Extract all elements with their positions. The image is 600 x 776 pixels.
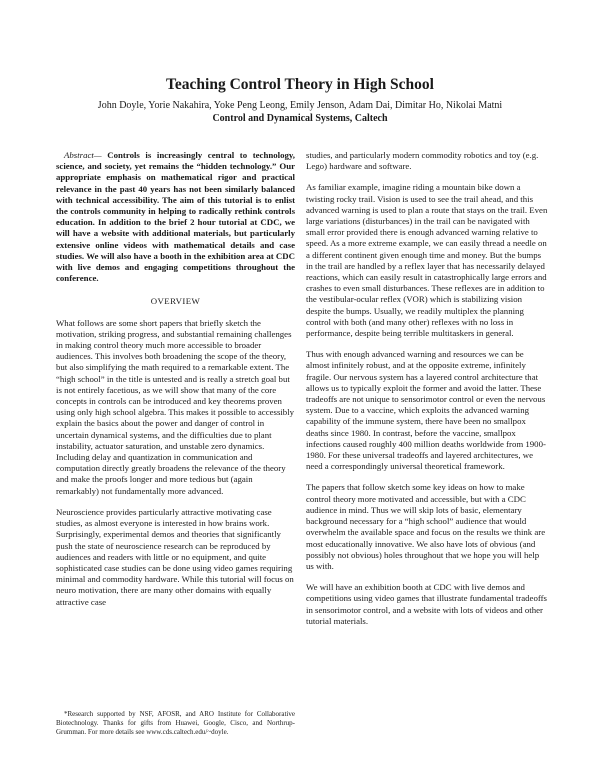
right-column	[306, 150, 549, 637]
affiliation: Control and Dynamical Systems, Caltech	[212, 113, 388, 124]
body-paragraph: Neuroscience provides particularly attractive motivating case studies, as almost everyone is interested in how brains work. Surprisingly, experimental demos and theories that significantly push the state of neuroscience research can be reproduced by audiences and readers with little or no equipment, and quite sophisticated case studies can be done using video games requiring minimal and commodity hardware. While this tutorial will focus on neuro motivation, there are many other domains with equally attractive case	[56, 506, 294, 607]
abstract-lead: Abstract—	[64, 150, 102, 160]
abstract-text: Controls is increasingly central to technology, science, and society, yet remains the “hidden technology.” Our appropriate emphasis on mathematical rigor and practical relevance in the past 40 years has not been similarly balanced with technical accessibility. The aim of this tutorial is to enlist the controls community in helping to radically rethink controls education. In addition to the brief 2 hour tutorial at CDC, we will have a website with additional materials, but particularly extensive online videos with mathematical details and case studies. We will also have a booth in the exhibition area at CDC with live demos and engaging competitions throughout the conference.	[56, 150, 295, 284]
body-paragraph: As familiar example, imagine riding a mountain bike down a twisting rocky trail. Vision is used to see the trail ahead, and this advanced warning is used to plan a route that stays on the trail. Even large variations (disturbances) in the trail can be navigated with small error provided there is enough advanced warning relative to speed. As a more extreme example, we can easily thread a needle on a different continent given enough time and money. But the bumps in the trail are handled by a reflex layer that has necessarily delayed reactions, which can easily result in catastrophically large errors and crashes to even small disturbances. These reflexes are in addition to the vestibular-ocular reflex (VOR) which is stabilizing vision despite the bumps. Usually, we readily multiplex the planning control with both (and many other) reflexes with no loss in performance, despite being terrible multitaskers in general.	[306, 182, 548, 339]
body-paragraph: We will have an exhibition booth at CDC with live demos and competitions using video games that illustrate fundamental tradeoffs in sensorimotor control, and a website with lots of videos and other tutorial materials.	[306, 582, 547, 626]
author-list: John Doyle, Yorie Nakahira, Yoke Peng Leong, Emily Jenson, Adam Dai, Dimitar Ho, Nikolai Matni	[97, 100, 503, 111]
paper-title: Teaching Control Theory in High School	[165, 76, 434, 93]
section-heading-overview: OVERVIEW	[150, 296, 201, 307]
footnote	[56, 710, 295, 738]
body-paragraph: The papers that follow sketch some key ideas on how to make control theory more motivated and accessible, but with a CDC audience in mind. Thus we will skip lots of basic, elementary background necessary for a “high school” audience that would overwhelm the available space and focus on the results we think are most educationally innovative. We also have lots of obvious (and possibly not obvious) holes throughout that we hope you will help us with.	[306, 482, 546, 571]
body-paragraph: What follows are some short papers that briefly sketch the motivation, striking progress, and substantial remaining challenges in making control theory much more accessible to broader audiences. This involves both broadening the scope of the theory, but also simplifying the math required to a remarkable extent. The “high school” in the title is untested and is really a stretch goal but is not entirely facetious, as we will show that many of the core concepts in controls can be introduced and key theorems proven using only high school algebra. This makes it possible to accessibly explain the basics about the power and danger of control in uncertain dynamical systems, and the difficulties due to plant instability, actuator saturation, and unstable zero dynamics. Including delay and quantization in communication and computation directly greatly broadens the relevance of the theory and make the proofs longer and more tedious but (again remarkably) not fundamentally more advanced.	[56, 317, 295, 496]
left-column	[56, 150, 295, 618]
body-paragraph: Thus with enough advanced warning and resources we can be almost infinitely robust, and at the opposite extreme, infinitely fragile. Our nervous system has a layered control architecture that allows us to typically exploit the former and avoid the latter. These tradeoffs are not unique to sensorimotor control or even the nervous system. Due to a vaccine, which exploits the advanced warning capability of the immune system, there have been no smallpox deaths since 1980. In contrast, before the vaccine, smallpox infections caused roughly 400 million deaths worldwide from 1900-1980. For these universal tradeoffs and layered architectures, we need a correspondingly universal theoretical framework.	[306, 349, 546, 472]
footnote-text: *Research supported by NSF, AFOSR, and ARO Institute for Collaborative Biotechnology. Thanks for gifts from Huawei, Google, Cisco, and Northrup-Grumman. For more details see www.cds.caltech.edu/~doyle.	[56, 710, 295, 737]
body-paragraph: studies, and particularly modern commodity robotics and toy (e.g. Lego) hardware and software.	[306, 150, 539, 172]
abstract	[56, 150, 295, 284]
